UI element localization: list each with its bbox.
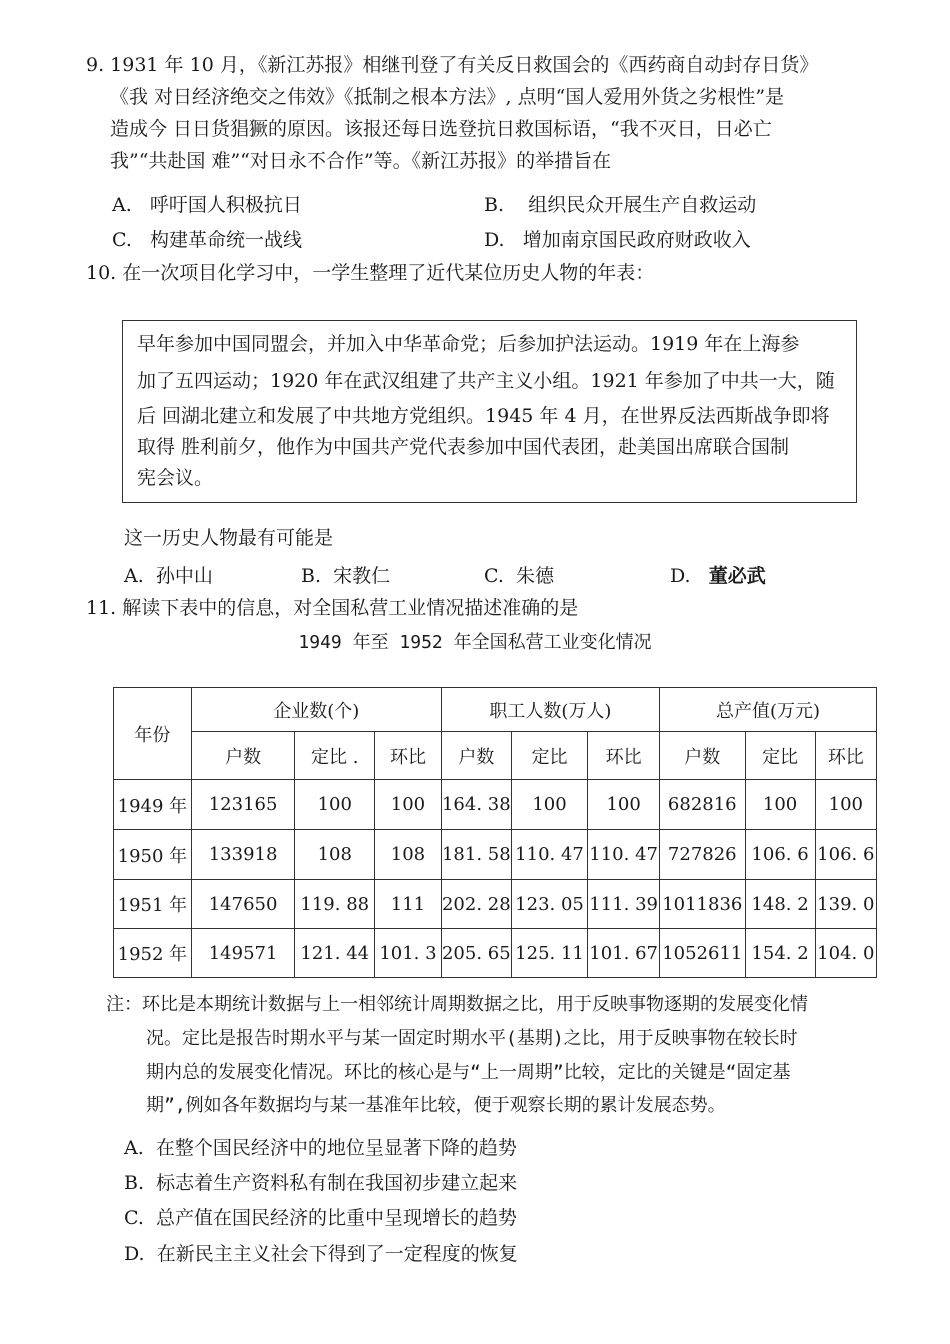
q10-option-a[interactable] [124, 561, 213, 588]
table-cell: 154. 2 [745, 929, 815, 978]
table-cell: 100 [815, 780, 876, 830]
table-row [114, 830, 877, 880]
q10-stem: 10. 在一次项目化学习中，一学生整理了近代某位历史人物的年表： [86, 262, 655, 284]
table-cell: 164. 38 [441, 780, 511, 830]
table-title: 1949 年至 1952 年全国私营工业变化情况 [298, 632, 652, 653]
table-cell: 108 [375, 830, 442, 880]
table-cell: 181. 58 [441, 830, 511, 880]
subheader-cell: 环比 [375, 732, 442, 780]
q11-stem: 11. 解读下表中的信息，对全国私营工业情况描述准确的是 [86, 597, 579, 619]
q9-option-c-text: 构建革命统一战线 [150, 229, 303, 251]
table-cell: 1951 年 [114, 880, 192, 929]
table-subheader-row [114, 732, 877, 780]
subheader-cell: 户数 [441, 732, 511, 780]
table-cell: 148. 2 [745, 880, 815, 929]
q9-stem-line-3: 造成今 日日货猖獗的原因。该报还每日选登抗日救国标语，“我不灭日，日必亡 [110, 118, 772, 140]
q11-option-d[interactable] [124, 1239, 518, 1266]
q11-option-a-letter: A. [124, 1137, 144, 1159]
q11-option-b-text: 标志着生产资料私有制在我国初步建立起来 [156, 1172, 518, 1194]
q9-option-d-text: 增加南京国民政府财政收入 [522, 229, 751, 251]
q9-option-d[interactable] [484, 225, 751, 252]
table-cell: 110. 47 [588, 830, 660, 880]
table-cell: 682816 [660, 780, 745, 830]
table-row [114, 880, 877, 929]
q11-note-line-3: 期内总的发展变化情况。环比的核心是与“上一周期”比较，定比的关键是“固定基 [146, 1062, 791, 1083]
q10-box-line-5: 宪会议。 [137, 467, 214, 489]
table-cell: 1952 年 [114, 929, 192, 978]
subheader-cell: 环比 [815, 732, 876, 780]
table-cell: 101. 3 [375, 929, 442, 978]
q9-option-c-letter: C. [112, 229, 132, 251]
table-cell: 205. 65 [441, 929, 511, 978]
table-cell: 1949 年 [114, 780, 192, 830]
table-cell: 100 [375, 780, 442, 830]
q9-option-c[interactable] [112, 225, 302, 252]
table-cell: 147650 [191, 880, 294, 929]
table-cell: 727826 [660, 830, 745, 880]
q11-option-c[interactable] [124, 1203, 517, 1230]
q10-option-d-letter: D. [670, 565, 691, 587]
table-cell: 121. 44 [295, 929, 375, 978]
q9-option-a-text: 呼吁国人积极抗日 [149, 194, 302, 216]
table-cell: 1950 年 [114, 830, 192, 880]
q11-note-line-2: 况。定比是报告时期水平与某一固定时期水平(基期)之比，用于反映事物在较长时 [146, 1028, 798, 1049]
q9-option-b-letter: B. [484, 194, 505, 216]
table-cell: 123. 05 [511, 880, 587, 929]
q11-option-b[interactable] [124, 1168, 517, 1195]
table-cell: 100 [745, 780, 815, 830]
table-cell: 149571 [191, 929, 294, 978]
q10-option-d-text: 董必武 [708, 565, 766, 587]
q11-option-a-text: 在整个国民经济中的地位呈显著下降的趋势 [155, 1137, 517, 1159]
table-cell: 111 [375, 880, 442, 929]
q11-note-line-1: 注：环比是本期统计数据与上一相邻统计周期数据之比，用于反映事物逐期的发展变化情 [106, 994, 808, 1015]
table-cell: 133918 [191, 830, 294, 880]
subheader-cell: 定比 [511, 732, 587, 780]
table-cell: 139. 0 [815, 880, 876, 929]
table-header-row [114, 688, 877, 732]
table-row [114, 929, 877, 978]
q11-option-c-text: 总产值在国民经济的比重中呈现增长的趋势 [156, 1207, 518, 1229]
header-group-enterprises: 企业数(个) [191, 688, 441, 732]
header-group-output: 总产值(万元) [660, 688, 877, 732]
q10-option-a-text: 孙中山 [155, 565, 213, 587]
table-cell: 101. 67 [588, 929, 660, 978]
table-row [114, 780, 877, 830]
q11-note-line-4: 期”,例如各年数据均与某一基准年比较，便于观察长期的累计发展态势。 [146, 1095, 726, 1116]
subheader-cell: 户数 [660, 732, 745, 780]
table-cell: 123165 [191, 780, 294, 830]
table-cell: 108 [295, 830, 375, 880]
q10-box-line-3: 后 回湖北建立和发展了中共地方党组织。1945 年 4 月，在世界反法西斯战争即将 [137, 405, 830, 427]
table-cell: 119. 88 [295, 880, 375, 929]
q10-option-c-text: 朱德 [516, 565, 555, 587]
q10-option-c-letter: C. [484, 565, 504, 587]
table-cell: 100 [511, 780, 587, 830]
q9-stem-line-1: 9. 1931 年 10 月，《新江苏报》相继刊登了有关反日救国会的《西药商自动封存日货》 [86, 54, 819, 76]
q11-option-a[interactable] [124, 1133, 517, 1160]
table-cell: 106. 6 [745, 830, 815, 880]
subheader-cell: 定比 . [295, 732, 375, 780]
table-cell: 100 [588, 780, 660, 830]
table-cell: 1011836 [660, 880, 745, 929]
q10-option-d[interactable] [670, 561, 766, 588]
q10-box-line-1: 早年参加中国同盟会，并加入中华革命党；后参加护法运动。1919 年在上海参 [137, 333, 800, 355]
q11-option-b-letter: B. [124, 1172, 145, 1194]
q11-option-d-letter: D. [124, 1243, 145, 1265]
header-group-workers: 职工人数(万人) [441, 688, 659, 732]
q10-option-c[interactable] [484, 561, 554, 588]
table-cell: 106. 6 [815, 830, 876, 880]
q9-option-b-text: 组织民众开展生产自救运动 [528, 194, 757, 216]
q10-question: 这一历史人物最有可能是 [124, 527, 334, 549]
q10-option-b-text: 宋教仁 [333, 565, 391, 587]
private-industry-table [113, 687, 877, 978]
subheader-cell: 定比 [745, 732, 815, 780]
q11-option-d-text: 在新民主主义社会下得到了一定程度的恢复 [156, 1243, 518, 1265]
q9-stem-line-4: 我”“共赴国 难”“对日永不合作”等。《新江苏报》的举措旨在 [110, 150, 612, 172]
q10-option-b[interactable] [301, 561, 390, 588]
q11-option-c-letter: C. [124, 1207, 144, 1229]
header-year: 年份 [114, 688, 192, 780]
subheader-cell: 户数 [191, 732, 294, 780]
table-cell: 104. 0 [815, 929, 876, 978]
table-cell: 111. 39 [588, 880, 660, 929]
q9-option-b[interactable] [484, 190, 756, 217]
subheader-cell: 环比 [588, 732, 660, 780]
table-cell: 110. 47 [511, 830, 587, 880]
table-cell: 125. 11 [511, 929, 587, 978]
q10-option-a-letter: A. [124, 565, 144, 587]
q10-box-line-4: 取得 胜利前夕，他作为中国共产党代表参加中国代表团，赴美国出席联合国制 [137, 436, 790, 458]
q9-option-a-letter: A. [112, 194, 132, 216]
q10-option-b-letter: B. [301, 565, 322, 587]
table-cell: 1052611 [660, 929, 745, 978]
q10-box-line-2: 加了五四运动；1920 年在武汉组建了共产主义小组。1921 年参加了中共一大，随 [137, 370, 835, 392]
table-cell: 100 [295, 780, 375, 830]
q9-option-a[interactable] [112, 190, 302, 217]
q9-stem-line-2: 《我 对日经济绝交之伟效》《抵制之根本方法》, 点明“国人爱用外货之劣根性”是 [110, 86, 785, 108]
q10-biography-box [122, 320, 857, 503]
table-cell: 202. 28 [441, 880, 511, 929]
q9-option-d-letter: D. [484, 229, 505, 251]
